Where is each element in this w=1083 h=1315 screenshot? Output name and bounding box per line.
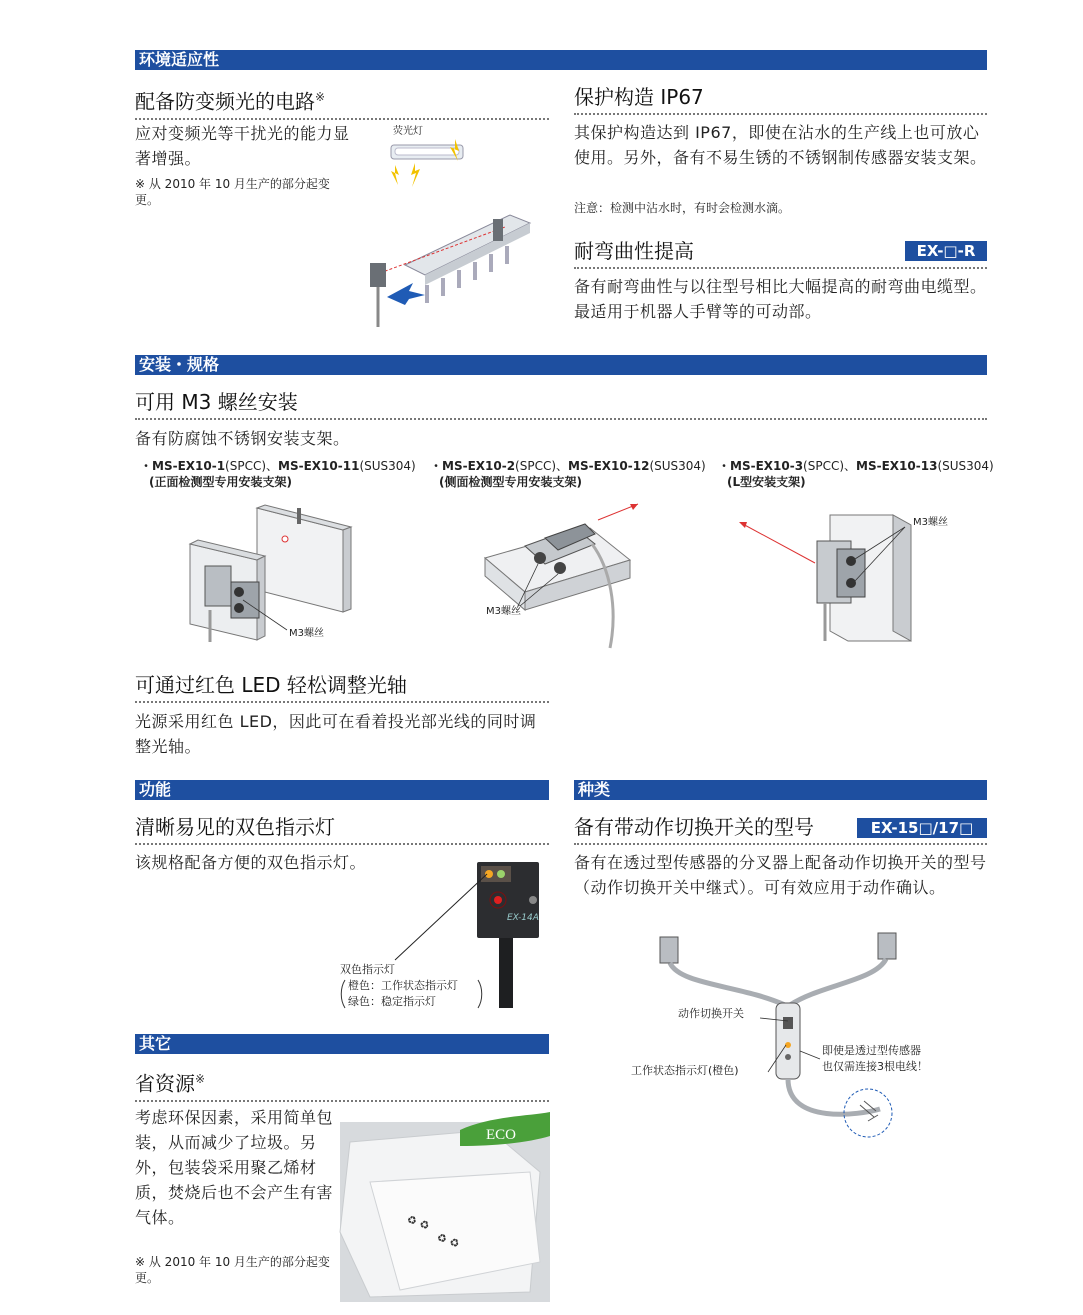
red-led-body: 光源采用红色 LED，因此可在看着投光部光线的同时调整光轴。	[135, 712, 537, 756]
heading-dual-indicator: 清晰易见的双色指示灯	[135, 814, 549, 845]
note-mark-other: ※	[195, 1072, 206, 1086]
indicator-green: 绿色：稳定指示灯	[348, 995, 436, 1008]
section-bar-mounting: 安装・规格	[135, 355, 987, 375]
conveyor-sensor-illustration	[365, 205, 535, 330]
bracket-2-model-a: ・MS-EX10-2	[430, 459, 516, 473]
section-bar-environment: 环境适应性	[135, 50, 987, 70]
screw-label-1: M3螺丝	[289, 628, 324, 639]
ip67-note: 注意：检测中沾水时，有时会检测水滴。	[574, 201, 791, 215]
bracket-label-2	[430, 458, 720, 490]
section-bar-types: 种类	[574, 780, 987, 800]
m3-body: 备有防腐蚀不锈钢安装支架。	[135, 429, 350, 448]
screw-label-2: M3螺丝	[486, 606, 521, 617]
indicator-bracket-marks	[338, 978, 488, 1012]
switch-model-body: 备有在透过型传感器的分叉器上配备动作切换开关的型号（动作切换开关中继式）。可有效应用于动作确认。	[574, 853, 987, 897]
bracket-3-desc: (L型安装支架)	[727, 475, 806, 489]
bracket-3-mat-b: (SUS304)	[937, 459, 994, 473]
indicator-label: 双色指示灯	[340, 963, 395, 976]
screw-label-3: M3螺丝	[913, 517, 948, 528]
switch-label: 动作切换开关	[678, 1007, 744, 1020]
bracket-2-mat-a: (SPCC)、	[515, 459, 569, 473]
switch-model-tag: EX-15□/17□	[857, 818, 987, 838]
eco-label: ECO	[486, 1127, 516, 1143]
heading-inverter-circuit	[135, 84, 549, 120]
bracket-1-mat-b: (SUS304)	[359, 459, 416, 473]
indicator-orange: 橙色：工作状态指示灯	[348, 979, 458, 992]
bracket-label-3	[718, 458, 1008, 490]
svg-text:♻ ♻: ♻ ♻	[404, 1212, 432, 1233]
resource-note: ※ 从 2010 年 10 月生产的部分起变更。	[135, 1255, 330, 1285]
lamp-label: 荧光灯	[393, 126, 423, 137]
bracket-1-model-a: ・MS-EX10-1	[140, 459, 226, 473]
bracket-3-model-b: MS-EX10-13	[856, 459, 938, 473]
bracket-2-mat-b: (SUS304)	[649, 459, 706, 473]
dual-indicator-body: 该规格配备方便的双色指示灯。	[135, 853, 367, 872]
bracket-3-model-a: ・MS-EX10-3	[718, 459, 804, 473]
section-bar-function: 功能	[135, 780, 549, 800]
bracket-front-illustration	[185, 500, 355, 650]
wire-callout-line2: 也仅需连接3根电线！	[822, 1060, 928, 1073]
heading-ip67: 保护构造 IP67	[574, 84, 987, 115]
branch-switch-illustration	[620, 925, 910, 1145]
eco-packaging-photo	[340, 1112, 550, 1302]
heading-switch-model: 备有带动作切换开关的型号	[574, 814, 987, 845]
heading-resource-text: 省资源	[135, 1071, 195, 1096]
resource-body: 考虑环保因素，采用简单包装，从而减少了垃圾。另外，包装袋采用聚乙烯材质，焚烧后也不会产生有害气体。	[135, 1108, 334, 1227]
bracket-label-1	[140, 458, 430, 490]
heading-m3-screw: 可用 M3 螺丝安装	[135, 389, 987, 420]
bracket-1-mat-a: (SPCC)、	[225, 459, 279, 473]
inverter-note: ※ 从 2010 年 10 月生产的部分起变更。	[135, 177, 330, 207]
heading-inverter-text: 配备防变频光的电路	[135, 89, 315, 114]
fluorescent-lamp-illustration	[385, 135, 475, 195]
bend-body: 备有耐弯曲性与以往型号相比大幅提高的耐弯曲电缆型。最适用于机器人手臂等的可动部。	[574, 277, 987, 321]
heading-red-led: 可通过红色 LED 轻松调整光轴	[135, 672, 549, 703]
bracket-1-desc: (正面检测型专用安装支架)	[149, 475, 292, 489]
sensor-model-text: EX-14A	[507, 913, 539, 923]
svg-text:♻ ♻: ♻ ♻	[434, 1230, 462, 1251]
heading-bend-resistance: 耐弯曲性提高	[574, 238, 987, 269]
bracket-3-mat-a: (SPCC)、	[803, 459, 857, 473]
heading-resource-saving	[135, 1066, 549, 1102]
ip67-body: 其保护构造达到 IP67，即使在沾水的生产线上也可放心使用。另外，备有不易生锈的不锈钢制传感器安装支架。	[574, 123, 987, 167]
bend-model-tag: EX-□-R	[905, 241, 987, 261]
bracket-1-model-b: MS-EX10-11	[278, 459, 360, 473]
status-indicator-label: 工作状态指示灯(橙色)	[631, 1064, 739, 1077]
bracket-2-desc: (侧面检测型专用安装支架)	[439, 475, 582, 489]
inverter-body: 应对变频光等干扰光的能力显著增强。	[135, 124, 350, 168]
wire-callout-line1: 即使是透过型传感器	[822, 1044, 921, 1057]
bracket-l-illustration	[735, 505, 948, 655]
bracket-2-model-b: MS-EX10-12	[568, 459, 650, 473]
bracket-side-illustration	[480, 498, 640, 658]
note-mark: ※	[315, 90, 326, 104]
section-bar-other: 其它	[135, 1034, 549, 1054]
